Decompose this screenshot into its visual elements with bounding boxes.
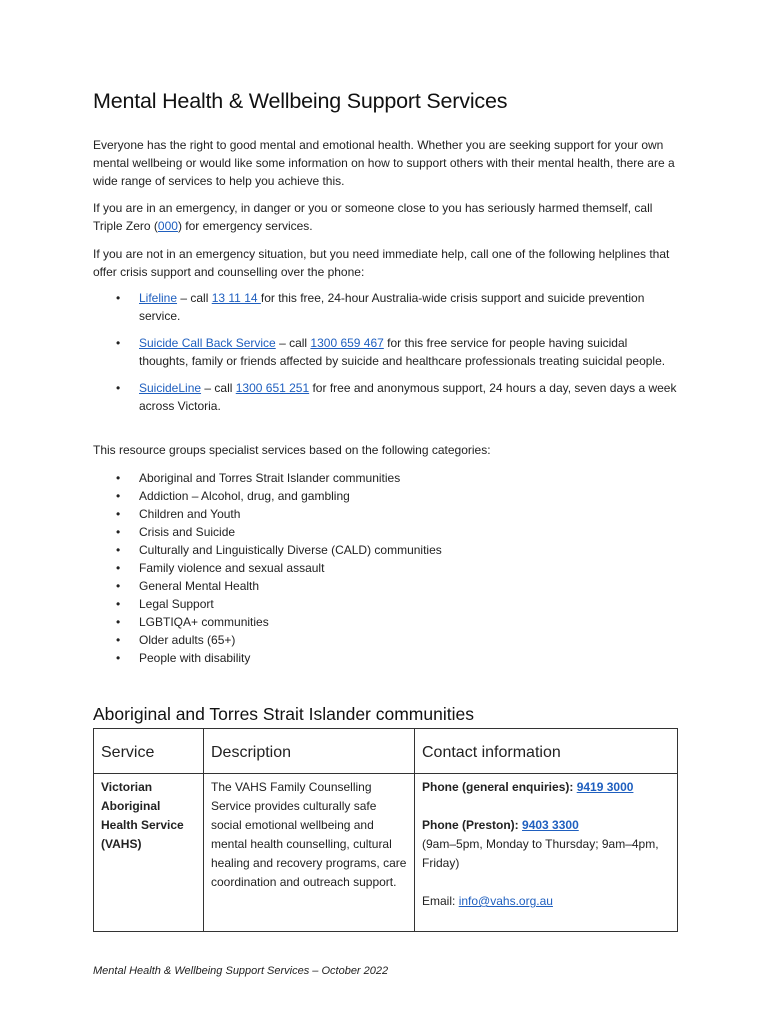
bullet-icon: • xyxy=(116,381,121,395)
category-label: Aboriginal and Torres Strait Islander communities xyxy=(139,471,401,485)
table-header-row xyxy=(94,729,678,774)
bullet-icon: • xyxy=(116,291,121,305)
categories-list xyxy=(93,469,678,667)
emergency-paragraph xyxy=(93,199,678,235)
emergency-text-after: ) for emergency services. xyxy=(177,219,313,233)
suicide-call-back-phone-link[interactable]: 1300 659 467 xyxy=(310,336,384,350)
service-contact xyxy=(415,774,678,932)
lifeline-link[interactable]: Lifeline xyxy=(139,291,178,305)
service-description: The VAHS Family Counselling Service provides culturally safe social emotional wellbeing and mental health counselling, cultural healing and recovery programs, care coordination and outreach support. xyxy=(204,774,415,932)
bullet-icon: • xyxy=(116,615,121,629)
category-label: Legal Support xyxy=(139,597,214,611)
helpline-separator: – call xyxy=(177,291,212,305)
helpline-separator: – call xyxy=(275,336,311,350)
header-description: Description xyxy=(204,729,415,774)
phone-general-label: Phone (general enquiries): xyxy=(422,780,577,794)
category-item xyxy=(93,595,678,613)
bullet-icon: • xyxy=(116,561,121,575)
helpline-description: for this free, 24-hour Australia-wide crisis support and suicide prevention service. xyxy=(139,291,645,323)
email-label: Email: xyxy=(422,894,459,908)
service-name: Victorian Aboriginal Health Service (VAHS) xyxy=(94,774,204,932)
bullet-icon: • xyxy=(116,525,121,539)
phone-preston-link[interactable]: 9403 3300 xyxy=(522,818,579,832)
section-heading: Aboriginal and Torres Strait Islander communities xyxy=(93,704,474,724)
suicideline-phone-link[interactable]: 1300 651 251 xyxy=(235,381,310,395)
email-link[interactable]: info@vahs.org.au xyxy=(458,894,553,908)
emergency-text-before: If you are in an emergency, in danger or you or someone close to you has seriously harmed themself, call Triple Zero ( xyxy=(93,201,653,233)
category-item xyxy=(93,469,678,487)
category-item xyxy=(93,577,678,595)
bullet-icon: • xyxy=(116,597,121,611)
opening-hours: (9am–5pm, Monday to Thursday; 9am–4pm, Friday) xyxy=(422,837,659,870)
categories-intro: This resource groups specialist services based on the following categories: xyxy=(93,443,491,457)
category-item xyxy=(93,613,678,631)
category-label: Older adults (65+) xyxy=(139,633,236,647)
bullet-icon: • xyxy=(116,507,121,521)
category-label: Crisis and Suicide xyxy=(139,525,236,539)
services-table xyxy=(93,728,678,932)
lifeline-phone-link[interactable]: 13 11 14 xyxy=(211,291,261,305)
header-service: Service xyxy=(94,729,204,774)
table-row xyxy=(94,774,678,932)
page-footer: Mental Health & Wellbeing Support Services – October 2022 xyxy=(93,965,389,977)
helplines-list xyxy=(93,289,678,424)
bullet-icon: • xyxy=(116,543,121,557)
category-label: Children and Youth xyxy=(139,507,241,521)
category-label: Family violence and sexual assault xyxy=(139,561,325,575)
helpline-description: for free and anonymous support, 24 hours a day, seven days a week across Victoria. xyxy=(139,381,677,413)
category-label: People with disability xyxy=(139,651,251,665)
bullet-icon: • xyxy=(116,633,121,647)
category-item xyxy=(93,649,678,667)
suicideline-link[interactable]: SuicideLine xyxy=(139,381,202,395)
bullet-icon: • xyxy=(116,489,121,503)
phone-general-link[interactable]: 9419 3000 xyxy=(576,780,634,794)
helpline-item-suicideline xyxy=(93,379,678,415)
bullet-icon: • xyxy=(116,471,121,485)
header-contact: Contact information xyxy=(415,729,678,774)
helpline-description: for this free service for people having suicidal thoughts, family or friends affected by suicide and healthcare professionals treating suicidal people. xyxy=(139,336,666,368)
helpline-item-lifeline xyxy=(93,289,678,325)
bullet-icon: • xyxy=(116,336,121,350)
category-item xyxy=(93,487,678,505)
phone-general-line xyxy=(422,778,670,797)
category-item xyxy=(93,523,678,541)
emergency-number-link[interactable]: 000 xyxy=(157,219,178,233)
category-label: Culturally and Linguistically Diverse (CALD) communities xyxy=(139,543,442,557)
helpline-separator: – call xyxy=(201,381,236,395)
page-title: Mental Health & Wellbeing Support Services xyxy=(93,89,508,113)
phone-preston-label: Phone (Preston): xyxy=(422,818,523,832)
category-label: LGBTIQA+ communities xyxy=(139,615,269,629)
category-label: Addiction – Alcohol, drug, and gambling xyxy=(139,489,350,503)
category-label: General Mental Health xyxy=(139,579,260,593)
bullet-icon: • xyxy=(116,651,121,665)
intro-paragraph: Everyone has the right to good mental and emotional health. Whether you are seeking support for your own mental wellbeing or would like some information on how to support others with their mental health, there are a wide range of services to help you achieve this. xyxy=(93,138,675,188)
category-item xyxy=(93,631,678,649)
bullet-icon: • xyxy=(116,579,121,593)
category-item xyxy=(93,541,678,559)
category-item xyxy=(93,559,678,577)
helplines-intro: If you are not in an emergency situation, but you need immediate help, call one of the following helplines that offer crisis support and counselling over the phone: xyxy=(93,247,670,279)
helpline-item-suicide-call-back xyxy=(93,334,678,370)
suicide-call-back-link[interactable]: Suicide Call Back Service xyxy=(139,336,276,350)
email-line xyxy=(422,892,670,911)
category-item xyxy=(93,505,678,523)
phone-preston-line xyxy=(422,816,670,835)
